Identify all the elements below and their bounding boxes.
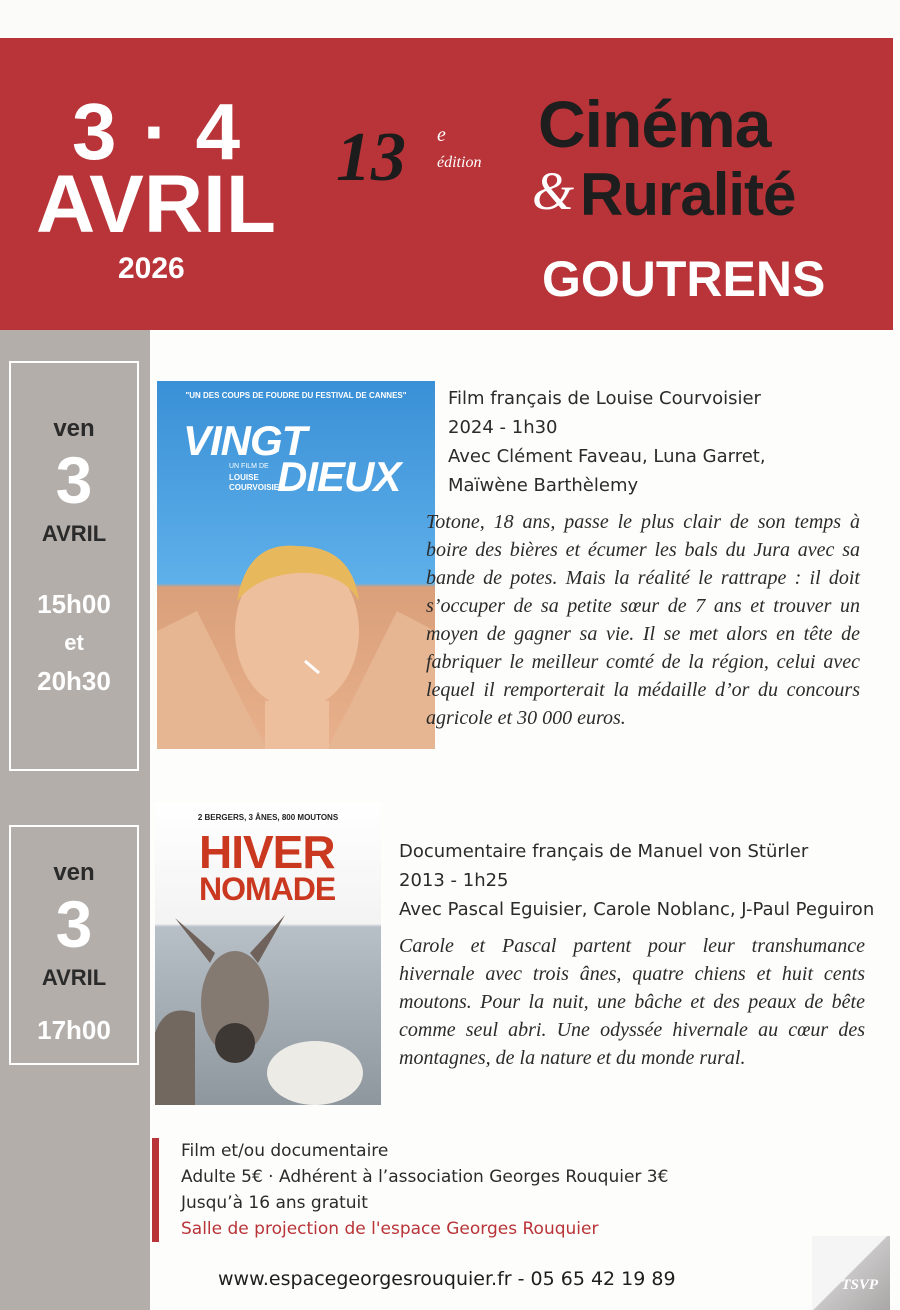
screening-time-separator: et xyxy=(64,630,84,655)
poster-title-line2: NOMADE xyxy=(199,871,336,907)
film-1-type-director: Film français de Louise Courvoisier xyxy=(448,388,761,409)
film-2-cast: Avec Pascal Eguisier, Carole Noblanc, J-Paul Peguiron xyxy=(399,899,875,920)
contact-footer: www.espacegeorgesrouquier.fr - 05 65 42 19 89 xyxy=(218,1268,676,1290)
screening-time-1: 17h00 xyxy=(37,1015,111,1045)
poster-tagline: "UN DES COUPS DE FOUDRE DU FESTIVAL DE CANNES" xyxy=(185,391,407,400)
poster-donkey-illustration xyxy=(155,803,381,1105)
film-2-type-director: Documentaire français de Manuel von Stürler xyxy=(399,841,809,862)
town-name: GOUTRENS xyxy=(542,251,826,307)
screening-time-2: 20h30 xyxy=(37,666,111,696)
edition-number: 13 xyxy=(336,119,406,196)
poster-portrait-illustration xyxy=(157,381,435,749)
film-2-year-duration: 2013 - 1h25 xyxy=(399,870,509,891)
poster-credit-label: UN FILM DE xyxy=(229,463,269,470)
pricing-block xyxy=(152,1138,881,1242)
festival-ampersand: & xyxy=(532,161,575,221)
poster-hiver-nomade xyxy=(155,803,381,1105)
film-1-cast-line2: Maïwène Barthèlemy xyxy=(448,475,639,496)
venue-name: Salle de projection de l'espace Georges Rouquier xyxy=(181,1219,599,1239)
day-month: AVRIL xyxy=(41,965,107,990)
day-name: ven xyxy=(53,859,95,886)
film-1-synopsis: Totone, 18 ans, passe le plus clair de son temps à boire des bières et écumer les bals du Jura avec sa bande de potes. Mais la réalité le rattrape : il doit s’occuper de sa petite sœur de 7 ans et trouver un moyen de gagner sa vie. Il se met alors en tête de fabriquer le meilleur comté de la région, celui avec lequel il remporterait la médaille d’or du concours agricole et 30 000 euros. xyxy=(426,511,860,729)
event-month: AVRIL xyxy=(36,159,276,250)
festival-title-line2: Ruralité xyxy=(580,161,796,228)
day-month: AVRIL xyxy=(41,521,107,546)
day-number: 3 xyxy=(55,887,93,961)
screening-time-1: 15h00 xyxy=(37,589,111,619)
festival-title-line1: Cinéma xyxy=(538,87,771,161)
film-1-cast-line1: Avec Clément Faveau, Luna Garret, xyxy=(448,446,766,467)
pricing-line-rates: Adulte 5€ · Adhérent à l’association Georges Rouquier 3€ xyxy=(181,1167,669,1187)
day-name: ven xyxy=(53,415,95,442)
edition-word: édition xyxy=(437,154,482,171)
film-2-synopsis: Carole et Pascal partent pour leur transhumance hivernale avec trois ânes, quatre chiens et huit cents moutons. Pour la nuit, une bâche et des peaux de bête comme seul abri. Une odyssée hivernale au cœur des montagnes, de la nature et du monde rural. xyxy=(399,935,865,1069)
poster-title-line1: HIVER xyxy=(199,826,335,878)
poster-credit-name2: COURVOISIER xyxy=(229,483,285,492)
day-number: 3 xyxy=(55,443,93,517)
tsvp-label: TSVP xyxy=(841,1277,878,1293)
event-year: 2026 xyxy=(118,252,185,285)
poster-title-line1: VINGT xyxy=(183,417,307,464)
poster-vingt-dieux xyxy=(157,381,435,749)
screening-2-date-box xyxy=(9,825,139,1065)
film-1-meta xyxy=(448,384,766,500)
pricing-line-youth: Jusqu’à 16 ans gratuit xyxy=(181,1193,368,1213)
event-days: 3 · 4 xyxy=(72,87,243,176)
pricing-line-film-doc: Film et/ou documentaire xyxy=(181,1141,389,1161)
page-curl-corner xyxy=(812,1236,890,1310)
poster-title-line2: DIEUX xyxy=(277,453,401,500)
film-1-year-duration: 2024 - 1h30 xyxy=(448,417,558,438)
film-2-meta xyxy=(399,837,874,924)
poster-tagline: 2 BERGERS, 3 ÂNES, 800 MOUTONS xyxy=(197,813,339,822)
poster-credit-name1: LOUISE xyxy=(229,473,259,482)
edition-superscript: e xyxy=(437,124,446,146)
screening-1-date-box xyxy=(9,361,139,771)
